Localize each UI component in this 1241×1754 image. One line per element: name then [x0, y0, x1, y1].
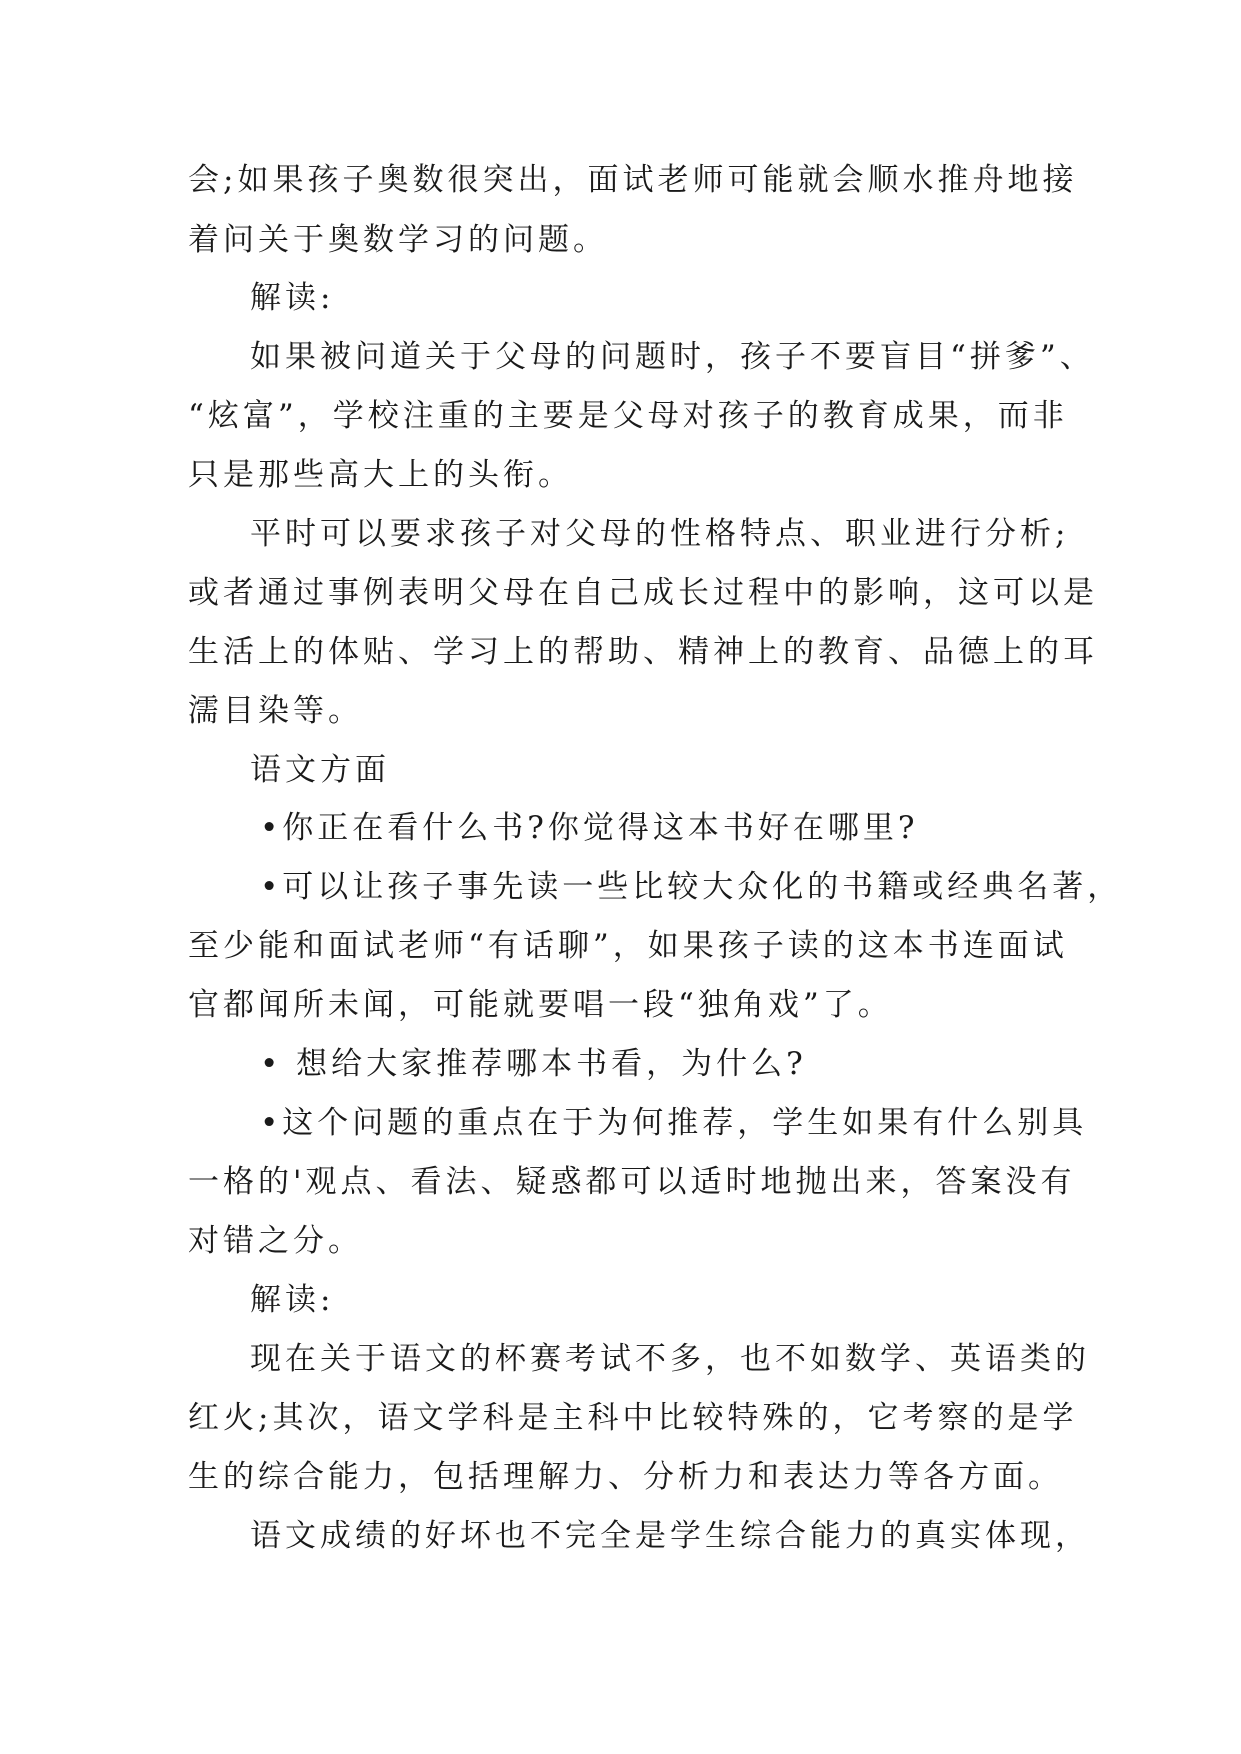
text-line: 平时可以要求孩子对父母的性格特点、职业进行分析; — [250, 516, 1070, 552]
text-line: 会;如果孩子奥数很突出，面试老师可能就会顺水推舟地接 — [188, 162, 1078, 198]
bullet-item: •这个问题的重点在于为何推荐，学生如果有什么别具 — [260, 1105, 1088, 1141]
text-line: 至少能和面试老师“有话聊”，如果孩子读的这本书连面试 — [188, 928, 1068, 964]
section-heading: 语文方面 — [250, 752, 390, 788]
text-line: 红火;其次，语文学科是主科中比较特殊的，它考察的是学 — [188, 1400, 1078, 1436]
bullet-item: •可以让孩子事先读一些比较大众化的书籍或经典名著， — [260, 869, 1123, 905]
text-line: “炫富”，学校注重的主要是父母对孩子的教育成果，而非 — [188, 398, 1068, 434]
text-line: 生的综合能力，包括理解力、分析力和表达力等各方面。 — [188, 1459, 1063, 1495]
text-line: 只是那些高大上的头衔。 — [188, 457, 573, 493]
section-label: 解读: — [250, 280, 335, 316]
text-line: 现在关于语文的杯赛考试不多，也不如数学、英语类的 — [250, 1341, 1090, 1377]
text-line: 一格的'观点、看法、疑惑都可以适时地抛出来，答案没有 — [188, 1164, 1076, 1200]
text-line: 对错之分。 — [188, 1223, 363, 1259]
text-line: 官都闻所未闻，可能就要唱一段“独角戏”了。 — [188, 987, 893, 1023]
text-line: 语文成绩的好坏也不完全是学生综合能力的真实体现， — [250, 1518, 1090, 1554]
bullet-item: • 想给大家推荐哪本书看，为什么? — [260, 1046, 807, 1082]
text-line: 着问关于奥数学习的问题。 — [188, 222, 608, 258]
section-label: 解读: — [250, 1282, 335, 1318]
bullet-item: •你正在看什么书?你觉得这本书好在哪里? — [260, 810, 919, 846]
text-line: 如果被问道关于父母的问题时，孩子不要盲目“拼爹”、 — [250, 339, 1095, 375]
text-line: 濡目染等。 — [188, 693, 363, 729]
text-line: 生活上的体贴、学习上的帮助、精神上的教育、品德上的耳 — [188, 634, 1098, 670]
text-line: 或者通过事例表明父母在自己成长过程中的影响，这可以是 — [188, 575, 1098, 611]
